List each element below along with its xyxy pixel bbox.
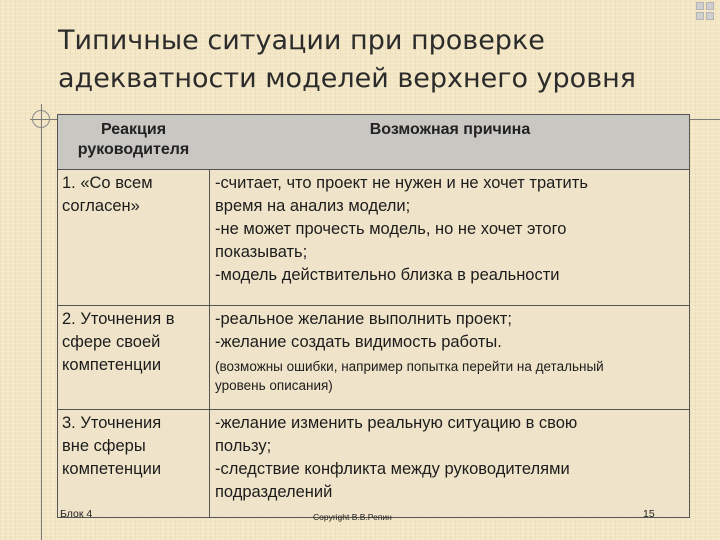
cause-text: -желание создать видимость работы. bbox=[215, 333, 502, 351]
header-cause bbox=[209, 115, 689, 140]
header-reaction-line-2: руководителя bbox=[77, 141, 190, 158]
footer-page-number: 15 bbox=[643, 508, 655, 520]
reaction-text: 3. Уточнения bbox=[62, 414, 162, 432]
footer-section-label: Блок 4 bbox=[60, 508, 93, 520]
cause-text: -реальное желание выполнить проект; bbox=[215, 310, 512, 328]
cause-text: пользу; bbox=[215, 437, 272, 455]
reaction-text: сфере своей bbox=[62, 333, 161, 351]
cause-cell bbox=[209, 409, 689, 504]
slide-title-line-1: Типичные ситуации при проверке bbox=[58, 25, 545, 56]
reaction-text: компетенции bbox=[62, 460, 162, 478]
situations-table bbox=[57, 114, 690, 518]
table-row bbox=[58, 305, 689, 410]
cause-text: время на анализ модели; bbox=[215, 197, 411, 215]
reaction-cell bbox=[58, 305, 209, 377]
reaction-text: 1. «Со всем bbox=[62, 174, 153, 192]
slide-title bbox=[58, 22, 698, 98]
header-reaction-line-1: Реакция bbox=[100, 121, 167, 138]
reaction-text: компетенции bbox=[62, 356, 162, 374]
reaction-cell bbox=[58, 169, 209, 218]
cause-note bbox=[215, 357, 685, 395]
left-margin-line bbox=[41, 104, 42, 540]
cause-text: подразделений bbox=[215, 483, 333, 501]
cause-cell bbox=[209, 305, 689, 395]
cause-text: -желание изменить реальную ситуацию в свою bbox=[215, 414, 578, 432]
table-header-row bbox=[58, 115, 689, 170]
cause-text: -модель действительно близка в реальности bbox=[215, 266, 560, 284]
footer-copyright: Copyright В.В.Репин bbox=[313, 512, 392, 522]
reaction-cell bbox=[58, 409, 209, 481]
reaction-text: согласен» bbox=[62, 197, 140, 215]
table-row bbox=[58, 409, 689, 519]
cause-note-text: уровень описания) bbox=[215, 378, 333, 393]
crosshair-ornament bbox=[32, 110, 50, 128]
cause-cell bbox=[209, 169, 689, 287]
table-row bbox=[58, 169, 689, 306]
header-cause-text: Возможная причина bbox=[369, 121, 531, 138]
cause-text: -считает, что проект не нужен и не хочет тратить bbox=[215, 174, 588, 192]
cause-text: -не может прочесть модель, но не хочет этого bbox=[215, 220, 567, 238]
slide-title-line-2: адекватности моделей верхнего уровня bbox=[58, 63, 636, 94]
cause-text: показывать; bbox=[215, 243, 308, 261]
cause-note-text: (возможны ошибки, например попытка перейти на детальный bbox=[215, 359, 604, 374]
reaction-text: 2. Уточнения в bbox=[62, 310, 175, 328]
header-reaction bbox=[58, 115, 209, 160]
reaction-text: вне сферы bbox=[62, 437, 146, 455]
cause-text: -следствие конфликта между руководителями bbox=[215, 460, 570, 478]
